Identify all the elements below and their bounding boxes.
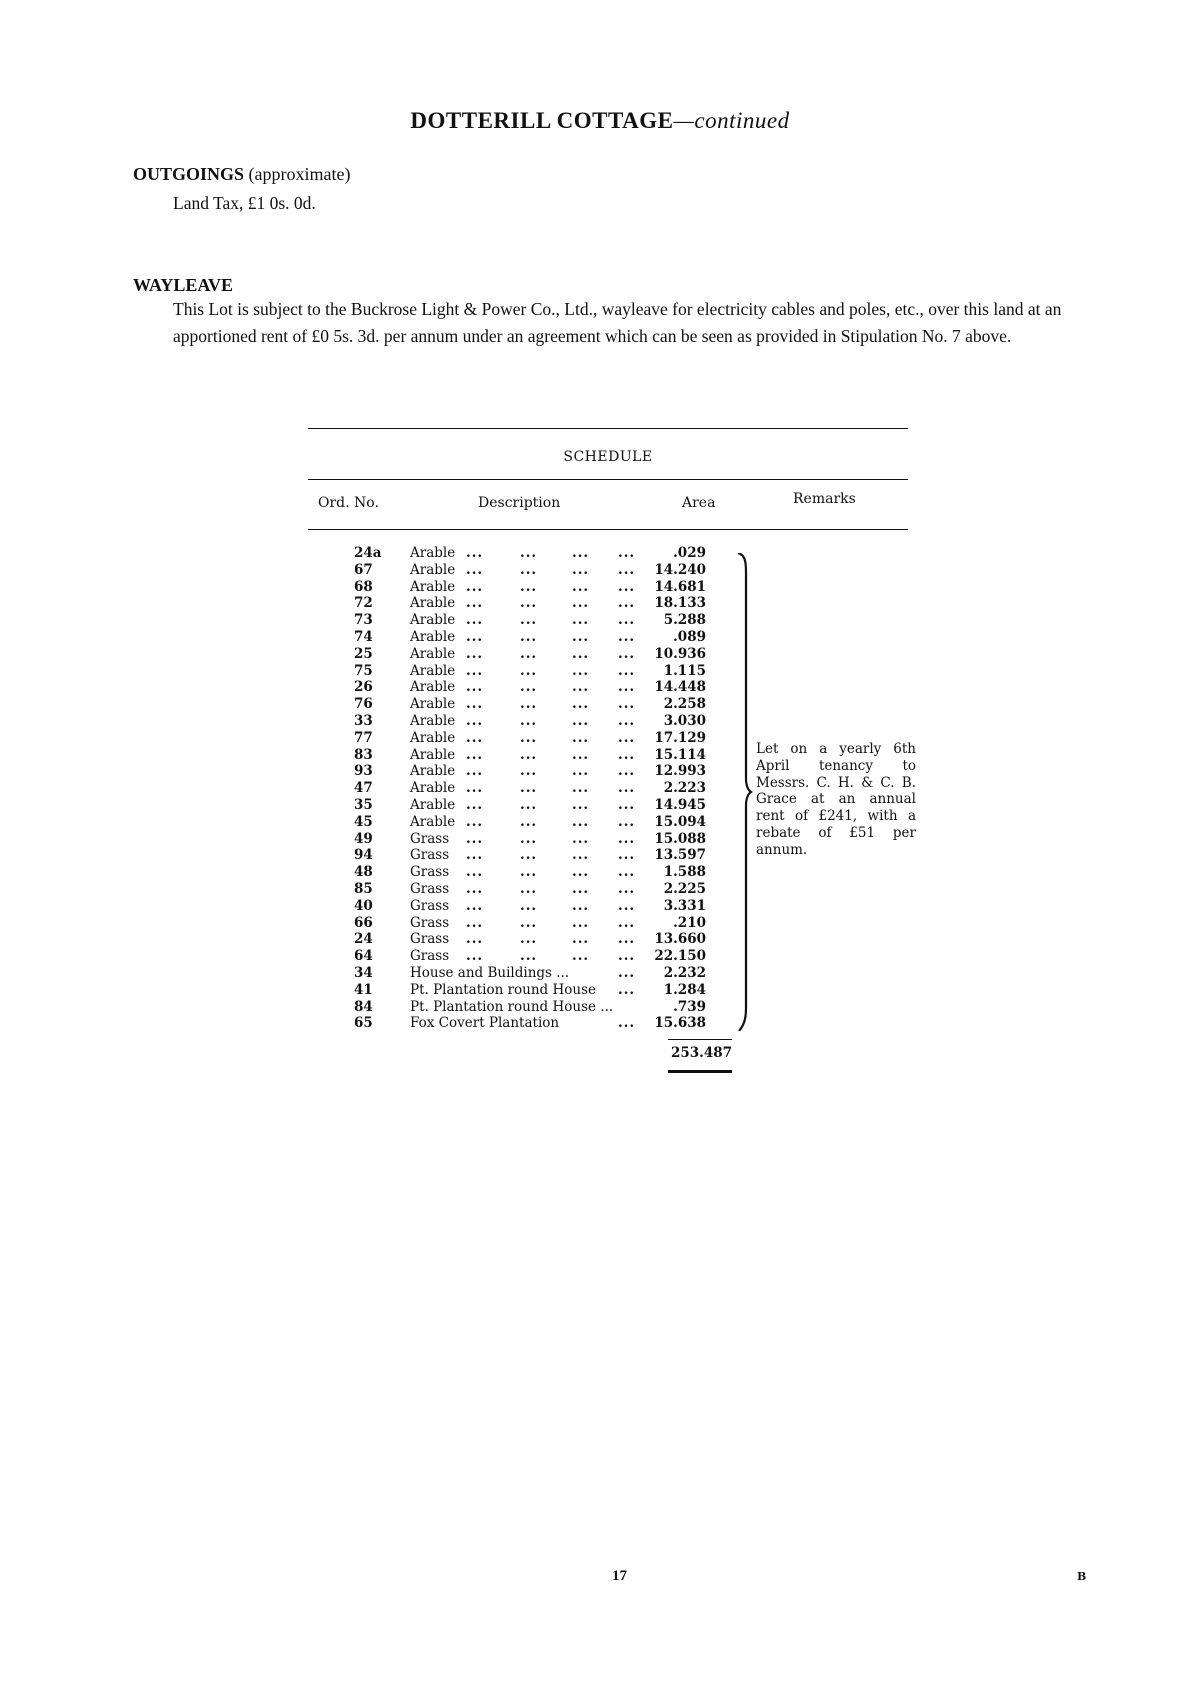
leader-dots: ... (466, 880, 484, 897)
leader-dots: ... (572, 796, 590, 813)
ord-no: 68 (354, 578, 373, 595)
page-number: 17 (612, 1568, 627, 1584)
ord-no: 40 (354, 897, 373, 914)
area-value: .739 (673, 998, 706, 1015)
leader-dots: ... (572, 595, 590, 612)
column-header-area: Area (682, 495, 716, 511)
leader-dots: ... (466, 763, 484, 780)
leader-dots: ... (466, 578, 484, 595)
ord-no: 67 (354, 561, 373, 578)
leader-dots: ... (466, 696, 484, 713)
leader-dots: ... (572, 948, 590, 965)
description: Pt. Plantation round House ... (410, 998, 614, 1015)
area-value: 14.448 (654, 679, 706, 696)
leader-dots: ... (618, 763, 636, 780)
outgoings-text: Land Tax, £1 0s. 0d. (173, 193, 316, 213)
leader-dots: ... (466, 679, 484, 696)
area-value: 13.597 (654, 847, 706, 864)
leader-dots: ... (466, 645, 484, 662)
leader-dots: ... (618, 712, 636, 729)
leader-dots: ... (618, 780, 636, 797)
area-value: 15.094 (654, 813, 706, 830)
description: Grass (410, 830, 450, 847)
leader-dots: ... (618, 679, 636, 696)
leader-dots: ... (572, 813, 590, 830)
leader-dots: ... (572, 545, 590, 561)
area-value: 1.588 (663, 864, 706, 881)
leader-dots: ... (466, 729, 484, 746)
ord-no: 66 (354, 914, 373, 931)
leader-dots: ... (466, 595, 484, 612)
leader-dots: ... (520, 712, 538, 729)
outgoings-heading-text: OUTGOINGS (133, 164, 245, 184)
ord-no: 84 (354, 998, 373, 1015)
column-header-description: Description (478, 495, 561, 511)
leader-dots: ... (466, 864, 484, 881)
leader-dots: ... (618, 662, 636, 679)
description: Arable (410, 545, 456, 561)
leader-dots: ... (572, 578, 590, 595)
brace-icon (737, 553, 753, 1031)
column-header-ord-no: Ord. No. (318, 495, 379, 511)
ord-no: 45 (354, 813, 373, 830)
leader-dots: ... (466, 561, 484, 578)
leader-dots: ... (520, 662, 538, 679)
area-value: 15.088 (654, 830, 706, 847)
area-value: .089 (673, 628, 706, 645)
ord-no: 64 (354, 948, 373, 965)
ord-no: 24 (354, 931, 373, 948)
area-value: 15.114 (654, 746, 706, 763)
description: Arable (410, 628, 456, 645)
description: Grass (410, 948, 450, 965)
description: Arable (410, 763, 456, 780)
outgoings-heading (133, 164, 350, 185)
leader-dots: ... (618, 847, 636, 864)
schedule-header-rule (308, 529, 908, 530)
description: Arable (410, 813, 456, 830)
leader-dots: ... (572, 847, 590, 864)
ord-no: 77 (354, 729, 373, 746)
area-value: 12.993 (654, 763, 706, 780)
leader-dots: ... (520, 864, 538, 881)
leader-dots: ... (520, 679, 538, 696)
total-rule-top (668, 1039, 732, 1040)
description: Grass (410, 931, 450, 948)
description: Arable (410, 780, 456, 797)
leader-dots: ... (520, 914, 538, 931)
description: Grass (410, 847, 450, 864)
area-value: 2.223 (663, 780, 706, 797)
leader-dots: ... (618, 914, 636, 931)
leader-dots: ... (618, 964, 636, 981)
ord-no: 33 (354, 712, 373, 729)
leader-dots: ... (572, 864, 590, 881)
leader-dots: ... (466, 847, 484, 864)
leader-dots: ... (572, 628, 590, 645)
area-value: 1.284 (663, 981, 706, 998)
ord-no: 35 (354, 796, 373, 813)
leader-dots: ... (520, 595, 538, 612)
leader-dots: ... (618, 545, 636, 561)
description: House and Buildings ... (410, 964, 570, 981)
description: Arable (410, 746, 456, 763)
leader-dots: ... (572, 662, 590, 679)
leader-dots: ... (618, 981, 636, 998)
leader-dots: ... (520, 780, 538, 797)
outgoings-note: (approximate) (248, 164, 351, 184)
wayleave-heading: WAYLEAVE (133, 275, 234, 295)
description: Fox Covert Plantation (410, 1015, 560, 1032)
leader-dots: ... (618, 746, 636, 763)
leader-dots: ... (618, 645, 636, 662)
ord-no: 47 (354, 780, 373, 797)
leader-dots: ... (618, 561, 636, 578)
leader-dots: ... (466, 662, 484, 679)
leader-dots: ... (520, 931, 538, 948)
area-value: 5.288 (663, 612, 706, 629)
leader-dots: ... (618, 796, 636, 813)
description: Arable (410, 696, 456, 713)
leader-dots: ... (520, 830, 538, 847)
leader-dots: ... (618, 628, 636, 645)
leader-dots: ... (618, 729, 636, 746)
leader-dots: ... (520, 696, 538, 713)
leader-dots: ... (572, 746, 590, 763)
leader-dots: ... (520, 628, 538, 645)
leader-dots: ... (618, 880, 636, 897)
description: Arable (410, 679, 456, 696)
description: Arable (410, 796, 456, 813)
leader-dots: ... (618, 595, 636, 612)
area-value: .210 (673, 914, 706, 931)
ord-no: 49 (354, 830, 373, 847)
ord-no: 41 (354, 981, 373, 998)
leader-dots: ... (520, 796, 538, 813)
ord-no: 94 (354, 847, 373, 864)
area-value: 18.133 (654, 595, 706, 612)
leader-dots: ... (618, 696, 636, 713)
description: Grass (410, 897, 450, 914)
leader-dots: ... (466, 712, 484, 729)
leader-dots: ... (572, 914, 590, 931)
description: Grass (410, 914, 450, 931)
leader-dots: ... (520, 612, 538, 629)
column-header-remarks: Remarks (793, 491, 856, 507)
leader-dots: ... (520, 561, 538, 578)
description: Grass (410, 864, 450, 881)
leader-dots: ... (466, 612, 484, 629)
area-value: 14.945 (654, 796, 706, 813)
ord-no: 73 (354, 612, 373, 629)
leader-dots: ... (618, 897, 636, 914)
ord-no: 83 (354, 746, 373, 763)
leader-dots: ... (572, 897, 590, 914)
leader-dots: ... (618, 1015, 636, 1032)
description: Pt. Plantation round House (410, 981, 596, 998)
ord-no: 24a (354, 545, 382, 561)
leader-dots: ... (572, 679, 590, 696)
leader-dots: ... (520, 880, 538, 897)
leader-dots: ... (618, 578, 636, 595)
ord-no: 48 (354, 864, 373, 881)
schedule-title: SCHEDULE (563, 449, 653, 465)
leader-dots: ... (520, 645, 538, 662)
ord-no: 34 (354, 964, 373, 981)
leader-dots: ... (520, 729, 538, 746)
leader-dots: ... (520, 578, 538, 595)
leader-dots: ... (466, 545, 484, 561)
leader-dots: ... (618, 612, 636, 629)
leader-dots: ... (520, 545, 538, 561)
leader-dots: ... (466, 931, 484, 948)
description: Arable (410, 561, 456, 578)
leader-dots: ... (572, 696, 590, 713)
area-value: 14.240 (654, 561, 706, 578)
ord-no: 76 (354, 696, 373, 713)
area-value: 2.232 (663, 964, 706, 981)
description: Arable (410, 578, 456, 595)
leader-dots: ... (572, 561, 590, 578)
leader-dots: ... (572, 763, 590, 780)
leader-dots: ... (520, 948, 538, 965)
title-suffix: —continued (673, 108, 790, 133)
area-value: 1.115 (663, 662, 706, 679)
description: Arable (410, 729, 456, 746)
ord-no: 26 (354, 679, 373, 696)
ord-no: 85 (354, 880, 373, 897)
leader-dots: ... (466, 897, 484, 914)
leader-dots: ... (466, 813, 484, 830)
leader-dots: ... (618, 830, 636, 847)
leader-dots: ... (572, 931, 590, 948)
leader-dots: ... (466, 796, 484, 813)
description: Arable (410, 612, 456, 629)
description: Arable (410, 595, 456, 612)
leader-dots: ... (466, 914, 484, 931)
schedule-top-rule (308, 428, 908, 429)
leader-dots: ... (572, 830, 590, 847)
leader-dots: ... (572, 880, 590, 897)
leader-dots: ... (466, 746, 484, 763)
leader-dots: ... (618, 931, 636, 948)
area-value: 17.129 (654, 729, 706, 746)
area-value: 3.331 (663, 897, 706, 914)
area-value: 15.638 (654, 1015, 706, 1032)
leader-dots: ... (618, 813, 636, 830)
total-double-rule (668, 1070, 732, 1073)
leader-dots: ... (618, 948, 636, 965)
area-value: .029 (673, 545, 706, 561)
ord-no: 75 (354, 662, 373, 679)
leader-dots: ... (520, 813, 538, 830)
leader-dots: ... (520, 746, 538, 763)
area-value: 3.030 (663, 712, 706, 729)
leader-dots: ... (520, 763, 538, 780)
leader-dots: ... (466, 628, 484, 645)
area-value: 22.150 (654, 948, 706, 965)
leader-dots: ... (466, 830, 484, 847)
ord-no: 25 (354, 645, 373, 662)
area-value: 10.936 (654, 645, 706, 662)
signature-mark: B (1077, 1570, 1087, 1583)
ord-no: 93 (354, 763, 373, 780)
leader-dots: ... (520, 847, 538, 864)
area-value: 13.660 (654, 931, 706, 948)
schedule-title-rule (308, 479, 908, 480)
leader-dots: ... (572, 712, 590, 729)
remarks-text: Let on a yearly 6th April tenancy to Messrs. C. H. & C. B. Grace at an annual rent of £241, with a rebate of £51 per annum. (756, 741, 916, 858)
leader-dots: ... (572, 780, 590, 797)
leader-dots: ... (466, 780, 484, 797)
description: Arable (410, 645, 456, 662)
page-title (0, 108, 1200, 134)
wayleave-text: This Lot is subject to the Buckrose Light & Power Co., Ltd., wayleave for electricity cables and poles, etc., over this land at an apportioned rent of £0 5s. 3d. per annum under an agreement which can be seen as provided in Stipulation No. 7 above. (173, 299, 1062, 346)
leader-dots: ... (572, 612, 590, 629)
area-total: 253.487 (670, 1045, 732, 1061)
leader-dots: ... (572, 645, 590, 662)
area-value: 14.681 (654, 578, 706, 595)
description: Grass (410, 880, 450, 897)
description: Arable (410, 712, 456, 729)
leader-dots: ... (618, 864, 636, 881)
description: Arable (410, 662, 456, 679)
ord-no: 74 (354, 628, 373, 645)
area-value: 2.258 (663, 696, 706, 713)
title-main: DOTTERILL COTTAGE (410, 108, 674, 133)
leader-dots: ... (572, 729, 590, 746)
ord-no: 72 (354, 595, 373, 612)
leader-dots: ... (520, 897, 538, 914)
ord-no: 65 (354, 1015, 373, 1032)
leader-dots: ... (466, 948, 484, 965)
area-value: 2.225 (663, 880, 706, 897)
